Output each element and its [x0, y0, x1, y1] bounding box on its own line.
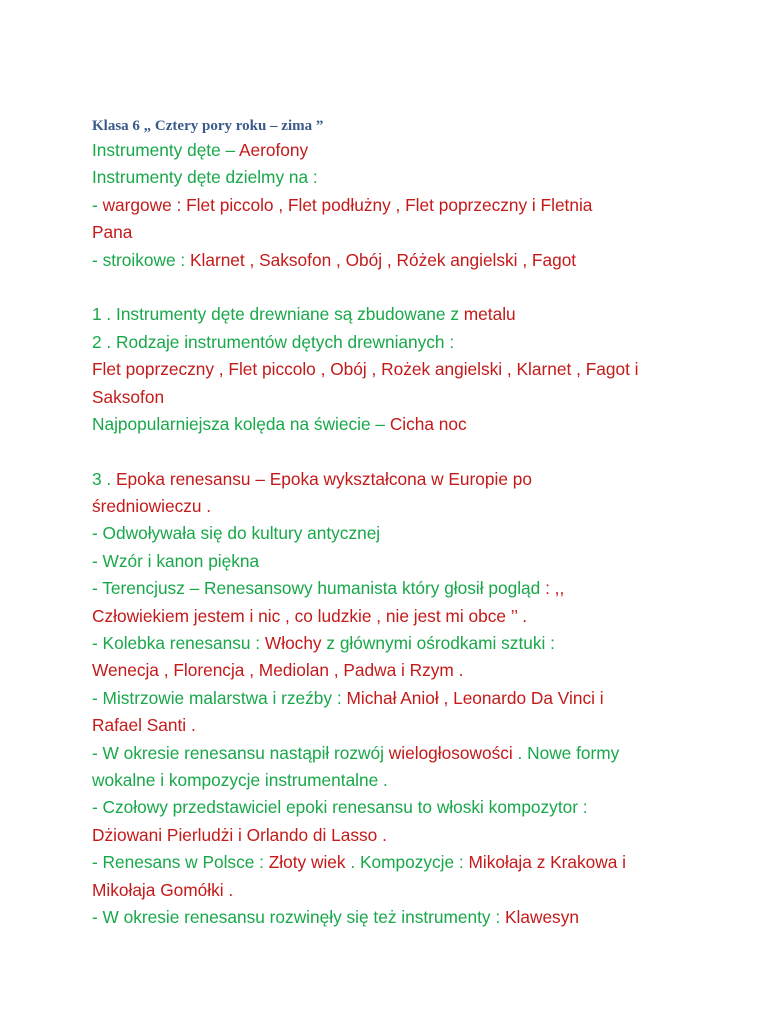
text-line: [92, 877, 708, 904]
blank-line: [92, 438, 708, 465]
green-text: z głównymi ośrodkami sztuki :: [321, 633, 555, 654]
text-line: [92, 301, 708, 328]
text-line: [92, 548, 708, 575]
text-line: [92, 603, 708, 630]
text-line: [92, 466, 708, 493]
text-line: [92, 219, 708, 246]
text-line: [92, 767, 708, 794]
red-text: Złoty wiek: [268, 852, 346, 873]
document-title: Klasa 6 „ Cztery pory roku – zima ”: [92, 118, 324, 134]
red-text: wargowe : Flet piccolo , Flet podłużny , Flet poprzeczny i Fletnia: [102, 194, 593, 215]
red-text: Pana: [92, 222, 133, 243]
red-text: Dżiowani Pierludżi i Orlando di Lasso .: [92, 824, 387, 845]
text-line: [92, 849, 708, 876]
green-text: stroikowe :: [102, 249, 190, 270]
red-text: metalu: [463, 304, 516, 325]
red-text: wielogłosowości: [388, 742, 513, 763]
text-line: [92, 794, 708, 821]
blank-line: [92, 274, 708, 301]
green-text: - Terencjusz – Renesansowy humanista który głosił pogląd: [92, 578, 546, 599]
green-text: . Nowe formy: [512, 742, 620, 763]
green-text: - W okresie renesansu nastąpił rozwój: [92, 742, 389, 763]
green-text: - Wzór i kanon piękna: [92, 550, 260, 571]
text-line: [92, 740, 708, 767]
text-line: [92, 384, 708, 411]
green-text: -: [92, 194, 103, 215]
green-text: - W okresie renesansu rozwinęły się też instrumenty :: [92, 906, 505, 927]
red-text: Wenecja , Florencja , Mediolan , Padwa i Rzym .: [92, 660, 464, 681]
red-text: Człowiekiem jestem i nic , co ludzkie , nie jest mi obce ’’ .: [92, 605, 528, 626]
green-text: - Odwoływała się do kultury antycznej: [92, 523, 381, 544]
red-text: Mikołaja z Krakowa i: [468, 852, 627, 873]
red-text: Włochy: [264, 633, 322, 654]
red-text: Michał Anioł , Leonardo Da Vinci i: [346, 687, 604, 708]
green-text: Najpopularniejsza kolęda na świecie –: [92, 413, 390, 434]
green-text: 1 . Instrumenty dęte drewniane są zbudowane z: [92, 304, 464, 325]
green-text: - Mistrzowie malarstwa i rzeźby :: [92, 687, 347, 708]
red-text: Klarnet , Saksofon , Obój , Różek angielski , Fagot: [189, 249, 577, 270]
red-text: Aerofony: [238, 140, 309, 160]
red-text: Klawesyn: [504, 906, 579, 927]
text-line: [92, 329, 708, 356]
text-line: [92, 192, 708, 219]
green-text: -: [92, 249, 103, 270]
green-text: wokalne i kompozycje instrumentalne .: [92, 769, 388, 790]
red-text: Flet poprzeczny , Flet piccolo , Obój , Rożek angielski , Klarnet , Fagot i: [92, 359, 639, 380]
red-text: Saksofon: [92, 386, 165, 407]
green-text: Instrumenty dęte –: [92, 140, 239, 160]
red-text: średniowieczu .: [92, 496, 212, 517]
red-text: Epoka renesansu – Epoka wykształcona w Europie po: [116, 468, 532, 489]
text-line: [92, 247, 708, 274]
text-line: [92, 712, 708, 739]
text-line: [92, 657, 708, 684]
text-line: [92, 356, 708, 383]
text-line: [92, 164, 708, 191]
red-text: Rafael Santi .: [92, 715, 196, 736]
text-line: [92, 520, 708, 547]
green-text: - Czołowy przedstawiciel epoki renesansu to włoski kompozytor :: [92, 797, 588, 818]
text-line: [92, 685, 708, 712]
text-line: [92, 493, 708, 520]
text-line: [92, 630, 708, 657]
green-text: - Renesans w Polsce :: [92, 852, 269, 873]
red-text: Cicha noc: [389, 413, 467, 434]
text-line: [92, 904, 708, 931]
green-text: 2 . Rodzaje instrumentów dętych drewnianych :: [92, 331, 455, 352]
green-text: 3 .: [92, 468, 117, 489]
text-line: [92, 822, 708, 849]
text-line: [92, 137, 708, 164]
green-text: - Kolebka renesansu :: [92, 633, 265, 654]
green-text: Instrumenty dęte dzielmy na :: [92, 167, 318, 188]
text-line: [92, 575, 708, 602]
document-body: [92, 137, 708, 931]
red-text: : ,,: [545, 578, 565, 599]
green-text: . Kompozycje :: [345, 852, 469, 873]
red-text: Mikołaja Gomółki .: [92, 879, 234, 900]
text-line: [92, 411, 708, 438]
